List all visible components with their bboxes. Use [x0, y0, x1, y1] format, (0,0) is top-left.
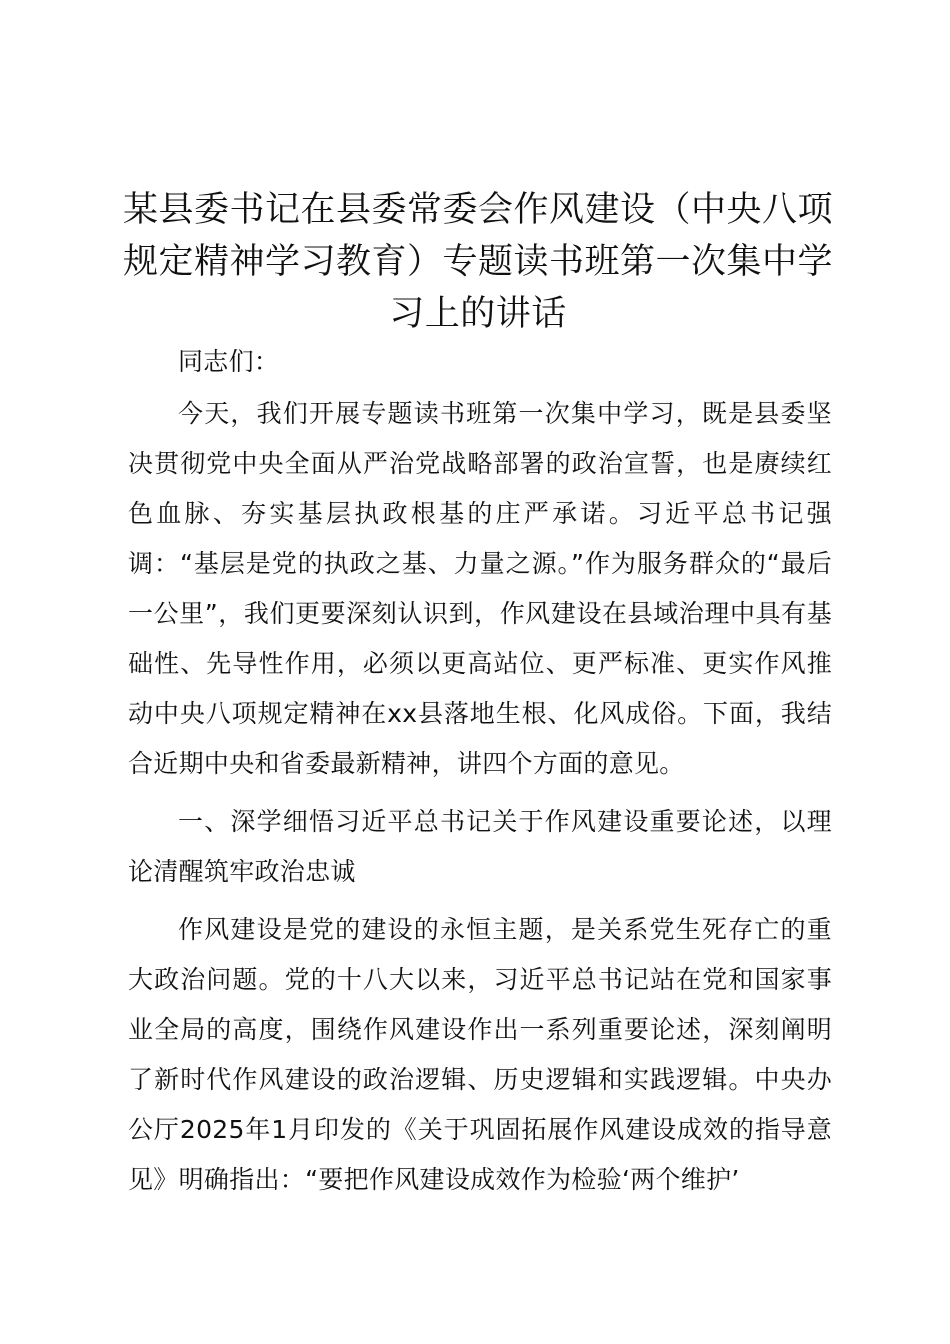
document-body: [128, 337, 832, 1205]
document-title: 某县委书记在县委常委会作风建设（中央八项规定精神学习教育）专题读书班第一次集中学习上的讲话: [122, 190, 833, 334]
intro-paragraph: 今天，我们开展专题读书班第一次集中学习，既是县委坚决贯彻党中央全面从严治党战略部署的政治宣誓，也是赓续红色血脉、夯实基层执政根基的庄严承诺。习近平总书记强调：“基层是党的执政之基、力量之源。”作为服务群众的“最后一公里”，我们更要深刻认识到，作风建设在县域治理中具有基础性、先导性作用，必须以更高站位、更严标准、更实作风推动中央八项规定精神在xx县落地生根、化风成俗。下面，我结合近期中央和省委最新精神，讲四个方面的意见。: [128, 399, 832, 778]
salutation: 同志们：: [178, 347, 280, 376]
section-heading-1: 一、深学细悟习近平总书记关于作风建设重要论述，以理论清醒筑牢政治忠诚: [128, 807, 832, 886]
section-paragraph-1: 作风建设是党的建设的永恒主题，是关系党生死存亡的重大政治问题。党的十八大以来，习近平总书记站在党和国家事业全局的高度，围绕作风建设作出一系列重要论述，深刻阐明了新时代作风建设的政治逻辑、历史逻辑和实践逻辑。中央办公厅2025年1月印发的《关于巩固拓展作风建设成效的指导意见》明确指出：“要把作风建设成效作为检验‘两个维护’: [128, 915, 832, 1194]
